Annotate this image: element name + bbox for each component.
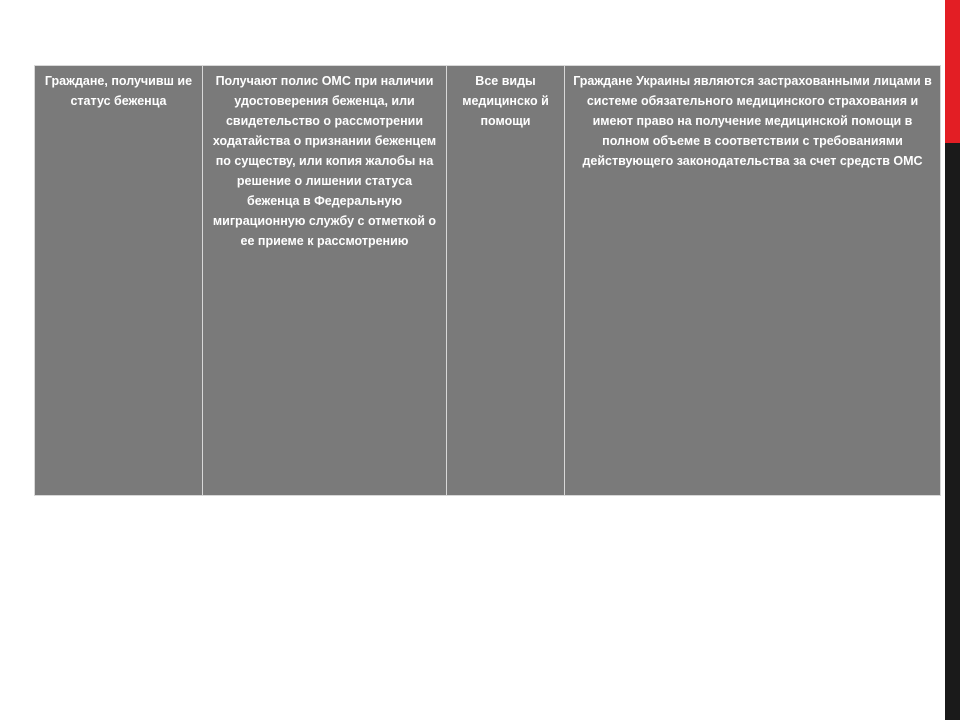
- table-container: [34, 65, 932, 496]
- notes-text: Граждане Украины являются застрахованными лицами в системе обязательного медицинского страхования и имеют право на получение медицинской помощи в полном объеме в соответствии с требованиями действующего законодательства за счет средств ОМС: [573, 74, 932, 168]
- documents-text: Получают полис ОМС при наличии удостоверения беженца, или свидетельство о рассмотрении ходатайства о признании беженцем по существу, или копия жалобы на решение о лишении статуса беженца в Федеральную миграционную службу с отметкой о ее приеме к рассмотрению: [212, 74, 437, 248]
- accent-bar-dark: [945, 143, 960, 720]
- table-row: [35, 66, 941, 496]
- accent-bar-red: [945, 0, 960, 143]
- care-types-text: Все виды медицинско й помощи: [462, 74, 549, 128]
- table-cell-care-types: [447, 66, 565, 496]
- table-cell-documents: [203, 66, 447, 496]
- category-text: Граждане, получивш ие статус беженца: [44, 74, 193, 108]
- table-cell-notes: [565, 66, 941, 496]
- info-table: [34, 65, 941, 496]
- table-cell-category: [35, 66, 203, 496]
